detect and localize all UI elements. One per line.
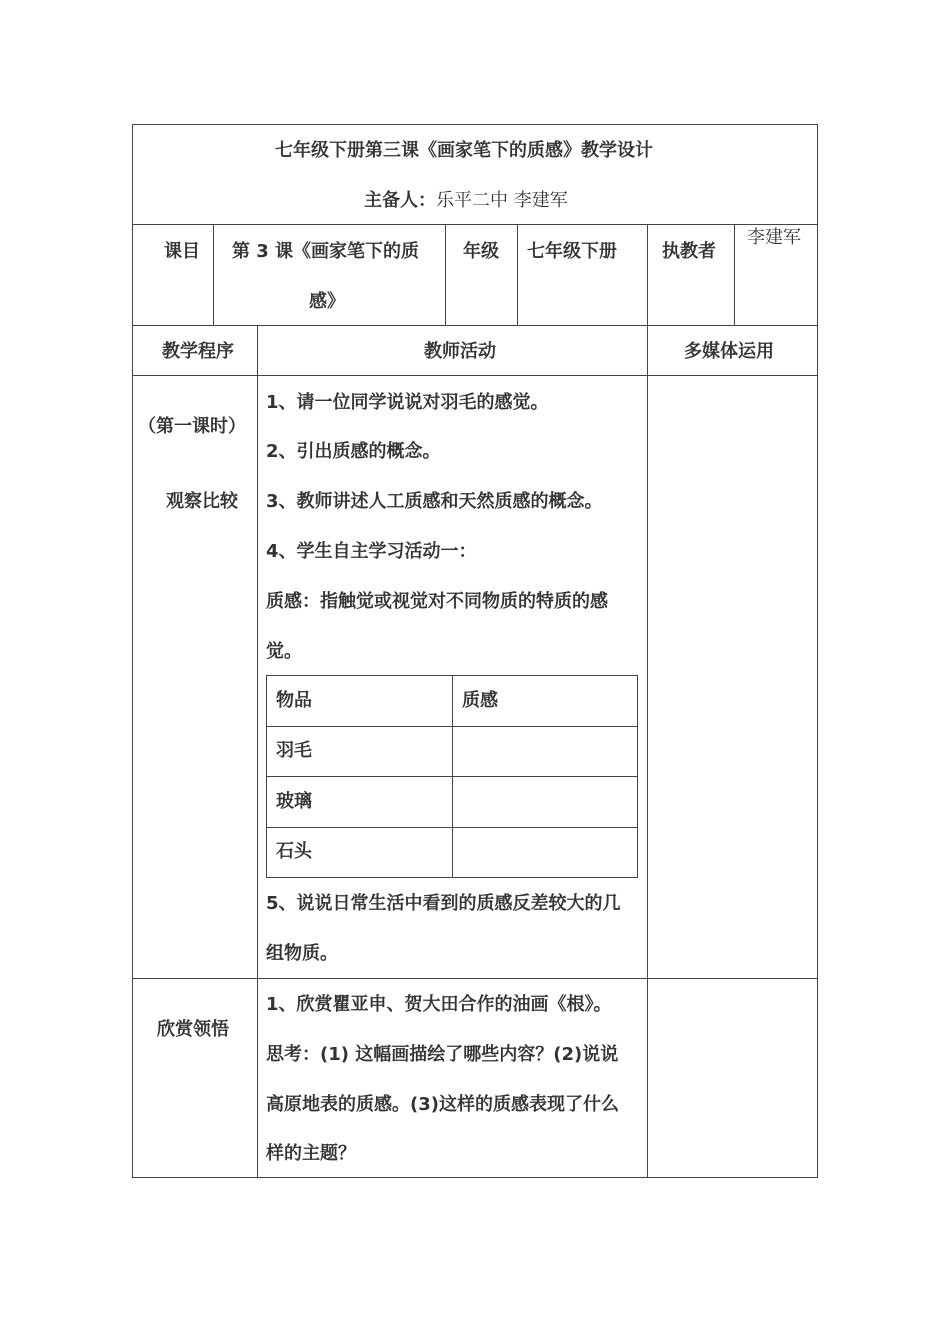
info-divider — [734, 224, 735, 325]
divider-columns — [132, 375, 818, 376]
texture-table — [266, 675, 638, 878]
activity-line: 觉。 — [266, 641, 302, 662]
grade-value: 七年级下册 — [527, 241, 617, 262]
table-cell-item: 石头 — [267, 827, 453, 878]
teacher-value: 李建军 — [747, 227, 801, 248]
texture-table-header — [267, 676, 638, 727]
lesson-plan-table — [132, 124, 818, 1178]
section2-procedure: 欣赏领悟 — [157, 1019, 229, 1040]
table-row — [267, 726, 638, 777]
divider-header — [132, 224, 818, 225]
divider-section — [132, 978, 818, 979]
section1-procedure-line1: （第一课时） — [138, 416, 246, 437]
preparer — [364, 189, 568, 213]
section1-procedure-line2: 观察比较 — [166, 491, 238, 512]
teacher-label: 执教者 — [662, 241, 716, 262]
info-divider — [647, 224, 648, 325]
activity-line: 思考：(1) 这幅画描绘了哪些内容？(2)说说 — [266, 1044, 619, 1065]
table-cell-item: 玻璃 — [267, 777, 453, 828]
info-divider — [213, 224, 214, 325]
info-divider — [445, 224, 446, 325]
info-divider — [517, 224, 518, 325]
table-row — [267, 777, 638, 828]
activity-line: 组物质。 — [266, 943, 338, 964]
activity-line: 4、学生自主学习活动一： — [266, 541, 477, 562]
table-cell-item: 羽毛 — [267, 726, 453, 777]
activity-line: 5、说说日常生活中看到的质感反差较大的几 — [266, 893, 621, 914]
table-cell-texture[interactable] — [453, 777, 638, 828]
table-row — [267, 827, 638, 878]
divider-info — [132, 325, 818, 326]
activity-line: 样的主题？ — [266, 1143, 356, 1164]
column-header-media: 多媒体运用 — [684, 341, 774, 362]
activity-line: 3、教师讲述人工质感和天然质感的概念。 — [266, 491, 603, 512]
column-header-procedure: 教学程序 — [162, 341, 234, 362]
column-divider — [257, 325, 258, 1178]
column-header-activity: 教师活动 — [424, 341, 496, 362]
activity-line: 2、引出质感的概念。 — [266, 441, 441, 462]
table-cell-texture[interactable] — [453, 726, 638, 777]
column-divider — [647, 325, 648, 1178]
activity-line: 1、欣赏瞿亚申、贺大田合作的油画《根》。 — [266, 994, 612, 1015]
subject-value-line1: 第 3 课《画家笔下的质 — [232, 241, 420, 262]
activity-line: 1、请一位同学说说对羽毛的感觉。 — [266, 392, 549, 413]
page-title: 七年级下册第三课《画家笔下的质感》教学设计 — [275, 140, 653, 161]
activity-line: 质感：指触觉或视觉对不同物质的特质的感 — [266, 591, 608, 612]
preparer-label: 主备人： — [364, 190, 436, 211]
preparer-value: 乐平二中 李建军 — [436, 190, 568, 211]
subject-label: 课目 — [164, 241, 200, 262]
grade-label: 年级 — [463, 241, 499, 262]
subject-value-line2: 感》 — [309, 291, 345, 312]
activity-line: 高原地表的质感。(3)这样的质感表现了什么 — [266, 1094, 619, 1115]
texture-table-header-texture: 质感 — [453, 676, 638, 727]
texture-table-header-item: 物品 — [267, 676, 453, 727]
table-cell-texture[interactable] — [453, 827, 638, 878]
